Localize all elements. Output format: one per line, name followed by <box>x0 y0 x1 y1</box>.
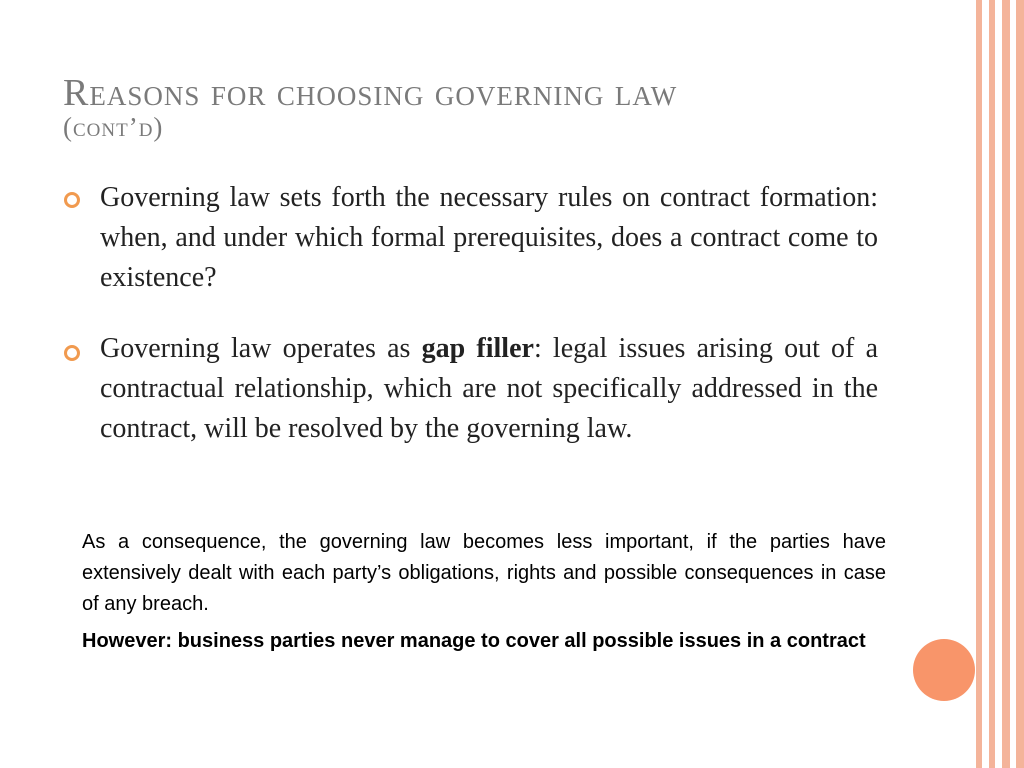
rail-line <box>976 0 982 768</box>
title-subtitle: (cont’d) <box>63 112 164 142</box>
rail-line <box>1002 0 1010 768</box>
however-paragraph: However: business parties never manage to cover all possible issues in a contract <box>82 630 866 652</box>
bullet-text-bold: gap filler <box>421 333 534 364</box>
bullet-item <box>100 178 878 298</box>
bullet-text: Governing law sets forth the necessary rules on contract formation: when, and under which formal prerequisites, does a contract come to existence? <box>100 182 878 293</box>
decorative-circle <box>913 639 975 701</box>
slide-title <box>63 72 923 142</box>
rail-line <box>989 0 995 768</box>
decorative-rails <box>976 0 1024 768</box>
title-main: Reasons for choosing governing law <box>63 72 678 114</box>
bullet-text-post: : legal issues arising out of a contractual relationship, which are not specifically addressed in the contract, will be resolved by the governing law. <box>100 333 879 444</box>
bullet-circle-icon <box>64 192 80 208</box>
bullet-item <box>100 329 878 449</box>
consequence-paragraph: As a consequence, the governing law becomes less important, if the parties have extensively dealt with each party’s obligations, rights and possible consequences in case of any breach. <box>82 531 886 615</box>
bullet-text-pre: Governing law operates as <box>100 333 422 364</box>
rail-line <box>1016 0 1024 768</box>
bullet-circle-icon <box>64 345 80 361</box>
